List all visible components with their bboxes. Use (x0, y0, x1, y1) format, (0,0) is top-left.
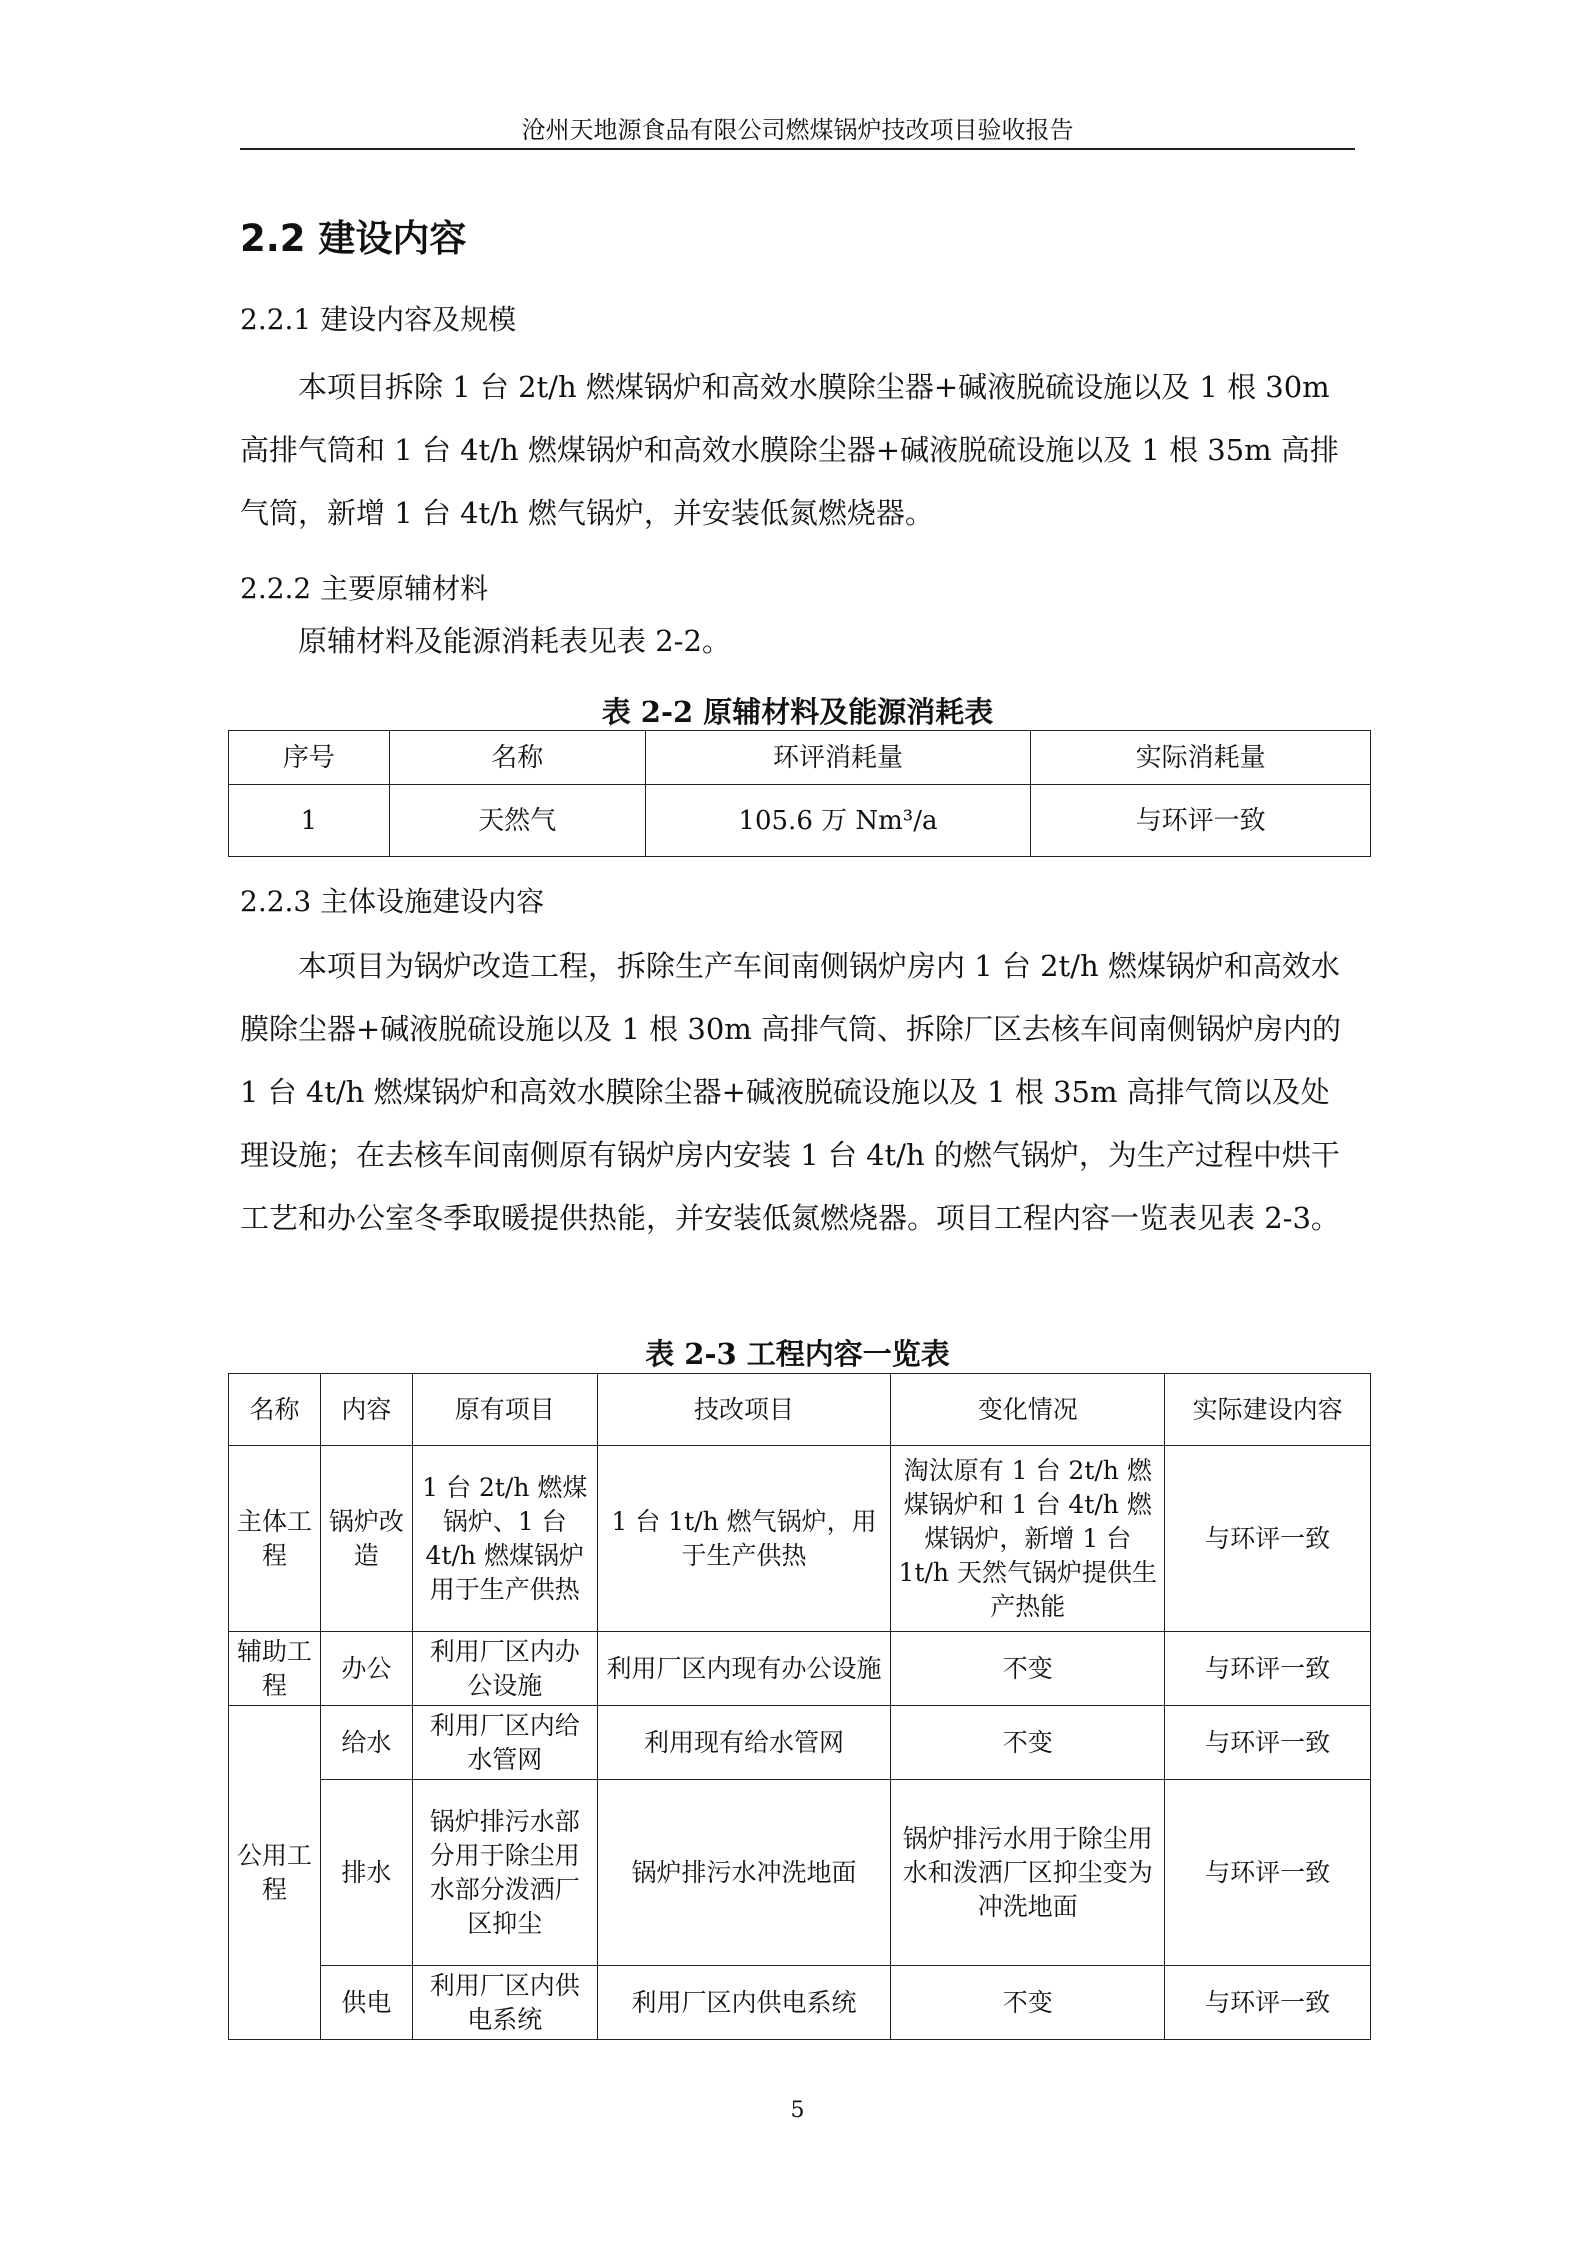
table-header-cell: 原有项目 (412, 1374, 597, 1446)
paragraph-221-text: 本项目拆除 1 台 2t/h 燃煤锅炉和高效水膜除尘器+碱液脱硫设施以及 1 根 30m 高排气筒和 1 台 4t/h 燃煤锅炉和高效水膜除尘器+碱液脱硫设施以及 1 根 35m 高排气筒，新增 1 台 4t/h 燃气锅炉，并安装低氮燃烧器。 (240, 370, 1339, 530)
table-cell: 给水 (320, 1706, 412, 1780)
header-divider (240, 148, 1355, 150)
table-row (229, 1780, 1371, 1966)
table-2-3 (228, 1373, 1371, 2040)
table-cell: 供电 (320, 1966, 412, 2040)
table-cell: 105.6 万 Nm³/a (645, 785, 1031, 857)
paragraph-221 (240, 356, 1355, 545)
table-row (229, 1632, 1371, 1706)
table-cell: 1 台 2t/h 燃煤锅炉、1 台 4t/h 燃煤锅炉用于生产供热 (412, 1446, 597, 1632)
table-header-cell: 环评消耗量 (645, 731, 1031, 785)
table-row (229, 1446, 1371, 1632)
table-header-cell: 序号 (229, 731, 390, 785)
paragraph-222-text: 原辅材料及能源消耗表见表 2-2。 (298, 624, 731, 658)
table-cell: 锅炉排污水部分用于除尘用水部分泼洒厂区抑尘 (412, 1780, 597, 1966)
table-cell: 与环评一致 (1165, 1706, 1371, 1780)
table-cell: 锅炉排污水用于除尘用水和泼洒厂区抑尘变为冲洗地面 (891, 1780, 1165, 1966)
table-header-cell: 名称 (229, 1374, 321, 1446)
table-cell: 利用厂区内现有办公设施 (597, 1632, 891, 1706)
table-cell: 淘汰原有 1 台 2t/h 燃煤锅炉和 1 台 4t/h 燃煤锅炉，新增 1 台 1t/h 天然气锅炉提供生产热能 (891, 1446, 1165, 1632)
table-2-3-caption: 表 2-3 工程内容一览表 (645, 1337, 950, 1371)
table-header-cell: 变化情况 (891, 1374, 1165, 1446)
table-2-2 (228, 730, 1371, 857)
subsection-heading-223: 2.2.3 主体设施建设内容 (240, 885, 545, 918)
table-header-cell: 实际建设内容 (1165, 1374, 1371, 1446)
table-cell: 天然气 (389, 785, 645, 857)
paragraph-223-text: 本项目为锅炉改造工程，拆除生产车间南侧锅炉房内 1 台 2t/h 燃煤锅炉和高效水膜除尘器+碱液脱硫设施以及 1 根 30m 高排气筒、拆除厂区去核车间南侧锅炉房内的 1 台 4t/h 燃煤锅炉和高效水膜除尘器+碱液脱硫设施以及 1 根 35m 高排气筒以及处理设施；在去核车间南侧原有锅炉房内安装 1 台 4t/h 的燃气锅炉，为生产过程中烘干工艺和办公室冬季取暖提供热能，并安装低氮燃烧器。项目工程内容一览表见表 2-3。 (240, 949, 1342, 1235)
subsection-heading-221: 2.2.1 建设内容及规模 (240, 303, 517, 336)
group-cell: 辅助工程 (229, 1632, 321, 1706)
paragraph-222 (240, 610, 1355, 673)
table-cell: 不变 (891, 1706, 1165, 1780)
table-header-cell: 技改项目 (597, 1374, 891, 1446)
table-cell: 锅炉排污水冲洗地面 (597, 1780, 891, 1966)
table-cell: 利用厂区内供电系统 (597, 1966, 891, 2040)
table-header-cell: 实际消耗量 (1031, 731, 1371, 785)
table-cell: 利用厂区内给水管网 (412, 1706, 597, 1780)
table-header-row (229, 1374, 1371, 1446)
table-2-2-caption: 表 2-2 原辅材料及能源消耗表 (601, 695, 994, 729)
page-number: 5 (790, 2098, 805, 2123)
table-cell: 利用厂区内供电系统 (412, 1966, 597, 2040)
table-cell: 办公 (320, 1632, 412, 1706)
table-cell: 与环评一致 (1031, 785, 1371, 857)
table-row (229, 1706, 1371, 1780)
table-cell: 排水 (320, 1780, 412, 1966)
table-cell: 1 台 1t/h 燃气锅炉，用于生产供热 (597, 1446, 891, 1632)
table-cell: 与环评一致 (1165, 1780, 1371, 1966)
table-cell: 不变 (891, 1966, 1165, 2040)
table-header-row (229, 731, 1371, 785)
group-cell: 主体工程 (229, 1446, 321, 1632)
table-row (229, 785, 1371, 857)
table-cell: 利用厂区内办公设施 (412, 1632, 597, 1706)
table-cell: 与环评一致 (1165, 1966, 1371, 2040)
table-row (229, 1966, 1371, 2040)
table-cell: 锅炉改造 (320, 1446, 412, 1632)
page-header: 沧州天地源食品有限公司燃煤锅炉技改项目验收报告 (521, 116, 1074, 144)
table-header-cell: 名称 (389, 731, 645, 785)
paragraph-223 (240, 935, 1355, 1250)
table-cell: 利用现有给水管网 (597, 1706, 891, 1780)
table-header-cell: 内容 (320, 1374, 412, 1446)
subsection-heading-222: 2.2.2 主要原辅材料 (240, 572, 489, 605)
table-cell: 与环评一致 (1165, 1446, 1371, 1632)
group-cell: 公用工程 (229, 1706, 321, 2040)
table-cell: 不变 (891, 1632, 1165, 1706)
table-cell: 与环评一致 (1165, 1632, 1371, 1706)
table-cell: 1 (229, 785, 390, 857)
section-title: 2.2 建设内容 (240, 217, 467, 260)
